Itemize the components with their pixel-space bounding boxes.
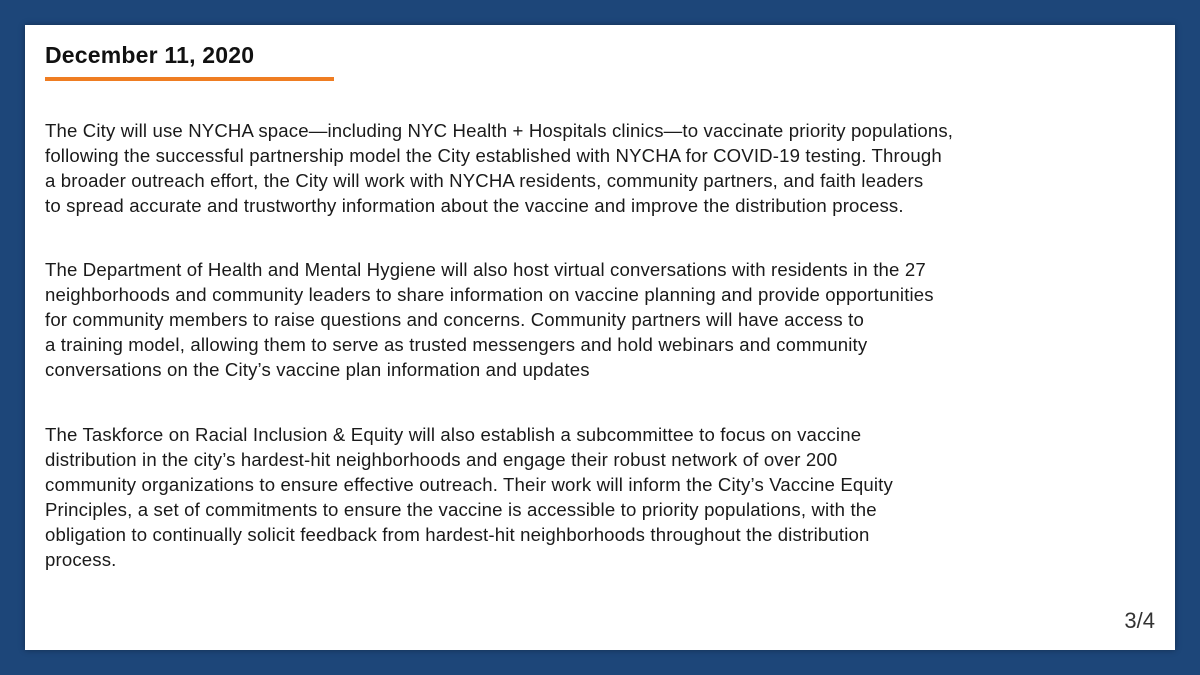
paragraph-line: The City will use NYCHA space—including NYC Health + Hospitals clinics—to vaccinate priority populations, — [45, 120, 954, 141]
paragraph-line: The Taskforce on Racial Inclusion & Equity will also establish a subcommittee to focus on vaccine — [45, 424, 862, 445]
paragraph-line: a training model, allowing them to serve as trusted messengers and hold webinars and community — [45, 334, 868, 355]
paragraph-line: a broader outreach effort, the City will work with NYCHA residents, community partners, and faith leaders — [45, 170, 924, 191]
paragraph-line: neighborhoods and community leaders to share information on vaccine planning and provide opportunities — [45, 284, 934, 305]
paragraph-line: distribution in the city’s hardest-hit neighborhoods and engage their robust network of over 200 — [45, 449, 838, 470]
content-card — [25, 25, 1175, 650]
page-number: 3/4 — [1124, 608, 1155, 633]
date-heading: December 11, 2020 — [45, 42, 255, 68]
paragraph-taskforce-equity — [45, 422, 893, 572]
paragraph-line: process. — [45, 549, 117, 570]
paragraph-line: for community members to raise questions and concerns. Community partners will have access to — [45, 309, 864, 330]
paragraph-line: conversations on the City’s vaccine plan information and updates — [45, 359, 590, 380]
paragraph-line: following the successful partnership model the City established with NYCHA for COVID-19 testing. Through — [45, 145, 942, 166]
paragraph-line: Principles, a set of commitments to ensure the vaccine is accessible to priority populations, with the — [45, 499, 877, 520]
paragraph-line: obligation to continually solicit feedback from hardest-hit neighborhoods throughout the distribution — [45, 524, 870, 545]
paragraph-dohmh-conversations — [45, 257, 934, 382]
paragraph-line: community organizations to ensure effective outreach. Their work will inform the City’s Vaccine Equity — [45, 474, 893, 495]
paragraph-nycha-vaccination — [45, 118, 953, 218]
paragraph-line: to spread accurate and trustworthy information about the vaccine and improve the distribution process. — [45, 195, 904, 216]
paragraph-line: The Department of Health and Mental Hygiene will also host virtual conversations with residents in the 27 — [45, 259, 926, 280]
accent-underline — [45, 77, 334, 81]
